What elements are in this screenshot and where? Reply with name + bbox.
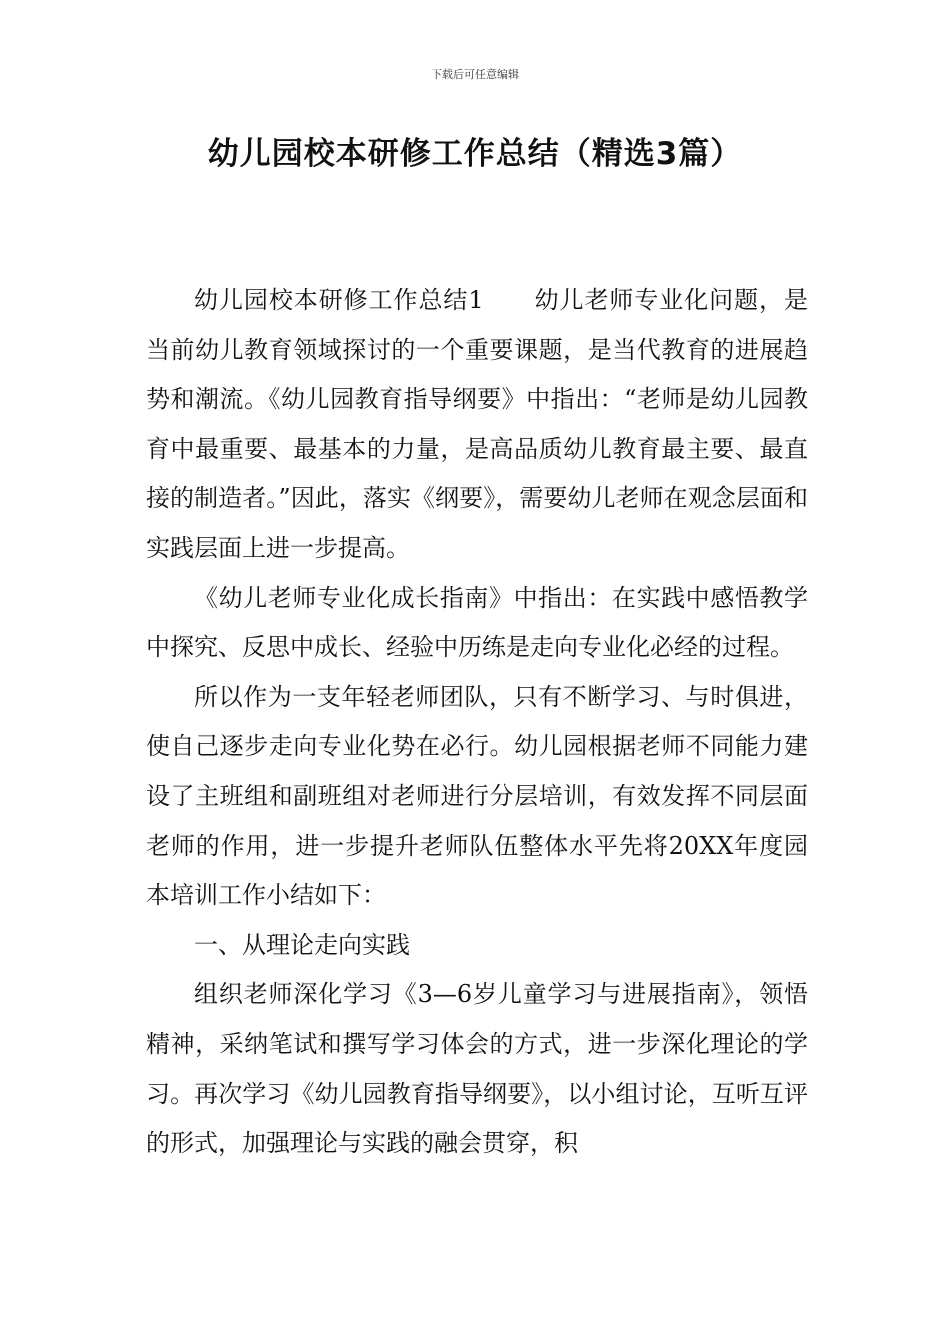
section-lead: 幼儿园校本研修工作总结1 (194, 286, 484, 314)
document-title: 幼儿园校本研修工作总结（精选3篇） (207, 136, 743, 172)
paragraph-1-text: 幼儿老师专业化问题，是当前幼儿教育领域探讨的一个重要课题，是当代教育的进展趋势和潮流。《幼儿园教育指导纲要》中指出：“老师是幼儿园教育中最重要、最基本的力量，是高品质幼儿教育最主要、最直接的制造者。”因此，落实《纲要》，需要幼儿老师在观念层面和实践层面上进一步提高。 (146, 286, 808, 562)
section-heading: 一、从理论走向实践 (194, 930, 410, 959)
document-body (146, 276, 808, 1169)
paragraph-3: 所以作为一支年轻老师团队，只有不断学习、与时俱进，使自己逐步走向专业化势在必行。幼儿园根据老师不同能力建设了主班组和副班组对老师进行分层培训，有效发挥不同层面老师的作用，进一步提升老师队伍整体水平先将20XX年度园本培训工作小结如下： (146, 682, 808, 910)
header-note: 下载后可任意编辑 (431, 68, 519, 81)
paragraph-4: 组织老师深化学习《3—6岁儿童学习与进展指南》，领悟精神，采纳笔试和撰写学习体会的方式，进一步深化理论的学习。再次学习《幼儿园教育指导纲要》，以小组讨论，互听互评的形式，加强理论与实践的融会贯穿，积 (146, 980, 808, 1158)
paragraph-2: 《幼儿老师专业化成长指南》中指出：在实践中感悟教学中探究、反思中成长、经验中历练是走向专业化必经的过程。 (146, 583, 808, 662)
paragraph-1 (146, 276, 808, 574)
